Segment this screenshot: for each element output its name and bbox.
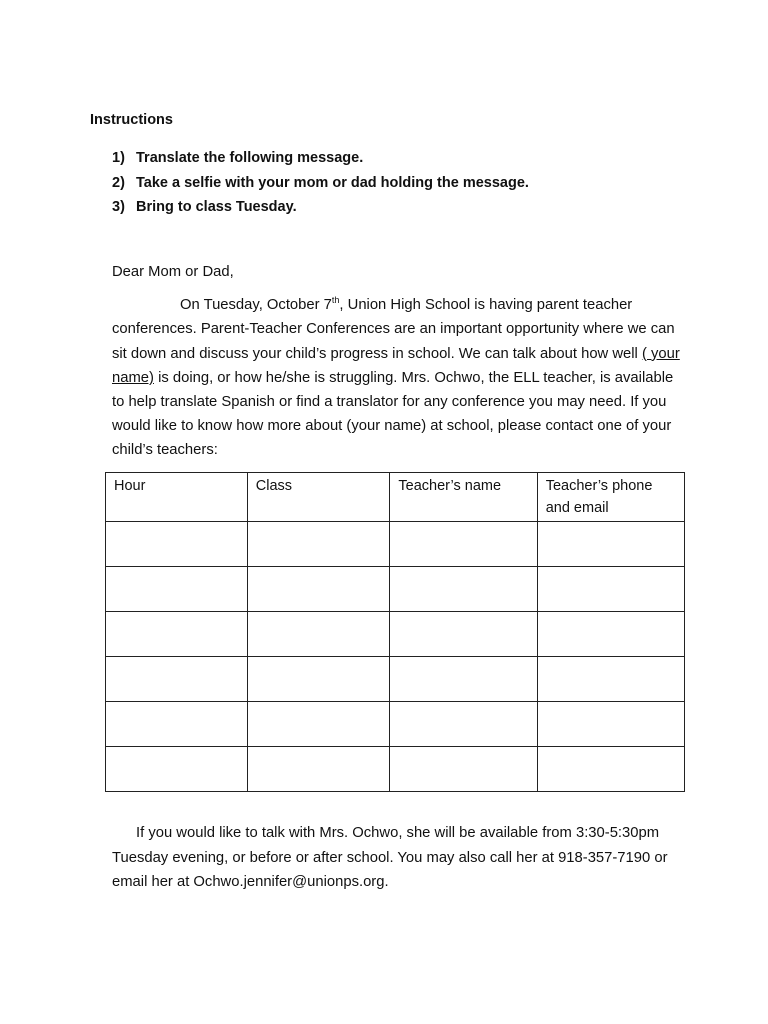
table-cell[interactable] [537,612,684,657]
step-text: Translate the following message. [136,150,364,166]
table-cell[interactable] [247,702,390,747]
table-cell[interactable] [247,522,390,567]
table-cell[interactable] [537,702,684,747]
letter-greeting: Dear Mom or Dad, [112,264,234,280]
table-cell[interactable] [247,747,390,792]
table-cell[interactable] [106,522,248,567]
step-number: 1) [112,150,125,166]
table-cell[interactable] [537,657,684,702]
table-cell[interactable] [106,567,248,612]
closing-text: If you would like to talk with Mrs. Ochwo, she will be available from 3:30-5:30pm Tuesday evening, or before or after school. You may also call her at 918-357-7190 or email her at Ochwo.jennifer@unionps.org. [112,825,668,890]
table-row [106,567,685,612]
letter-body-part-3: is doing, or how he/she is struggling. Mrs. Ochwo, the ELL teacher, is available to help translate Spanish or find a translator for any conference you may need. If you would like to know how more about (your name) at school, please contact one of your child’s teachers: [112,369,674,459]
header-hour: Hour [106,473,248,522]
table-cell[interactable] [247,567,390,612]
table-cell[interactable] [537,567,684,612]
instructions-list [112,146,529,220]
table-row [106,522,685,567]
table-cell[interactable] [537,522,684,567]
table-cell[interactable] [106,612,248,657]
letter-body-part-1: On Tuesday, October 7 [180,297,332,314]
header-teacher-phone-email: Teacher’s phone and email [537,473,684,522]
letter-body [112,293,684,462]
table-row [106,657,685,702]
table-row [106,747,685,792]
letter-body-part-2: , Union High School is having parent teacher conferences. Parent-Teacher Conferences are an important opportunity where we can sit down and discuss your child’s progress in school. We can talk about how well [112,297,675,362]
table-cell[interactable] [390,612,537,657]
step-number: 2) [112,174,125,191]
step-text: Take a selfie with your mom or dad holding the message. [136,174,529,191]
table-cell[interactable] [247,657,390,702]
table-cell[interactable] [390,702,537,747]
table-cell[interactable] [390,522,537,567]
teacher-contact-table [105,472,685,792]
header-teacher-name: Teacher’s name [390,473,537,522]
letter-date-suffix: th [331,295,340,306]
table-row [106,612,685,657]
table-cell[interactable] [390,567,537,612]
step-number: 3) [112,199,125,215]
closing-paragraph [112,821,672,895]
instruction-step [112,146,529,171]
table-cell[interactable] [106,702,248,747]
table-cell[interactable] [247,612,390,657]
step-text: Bring to class Tuesday. [136,199,297,215]
table-cell[interactable] [537,747,684,792]
table-cell[interactable] [106,657,248,702]
instruction-step [112,195,529,220]
table-cell[interactable] [390,747,537,792]
table-header-row [106,473,685,522]
instruction-step [112,171,529,196]
your-name-blank: ( your name) [112,345,680,386]
table-cell[interactable] [390,657,537,702]
letter [112,260,684,463]
table-cell[interactable] [106,747,248,792]
table-row [106,702,685,747]
header-class: Class [247,473,390,522]
instructions-heading: Instructions [90,112,173,128]
